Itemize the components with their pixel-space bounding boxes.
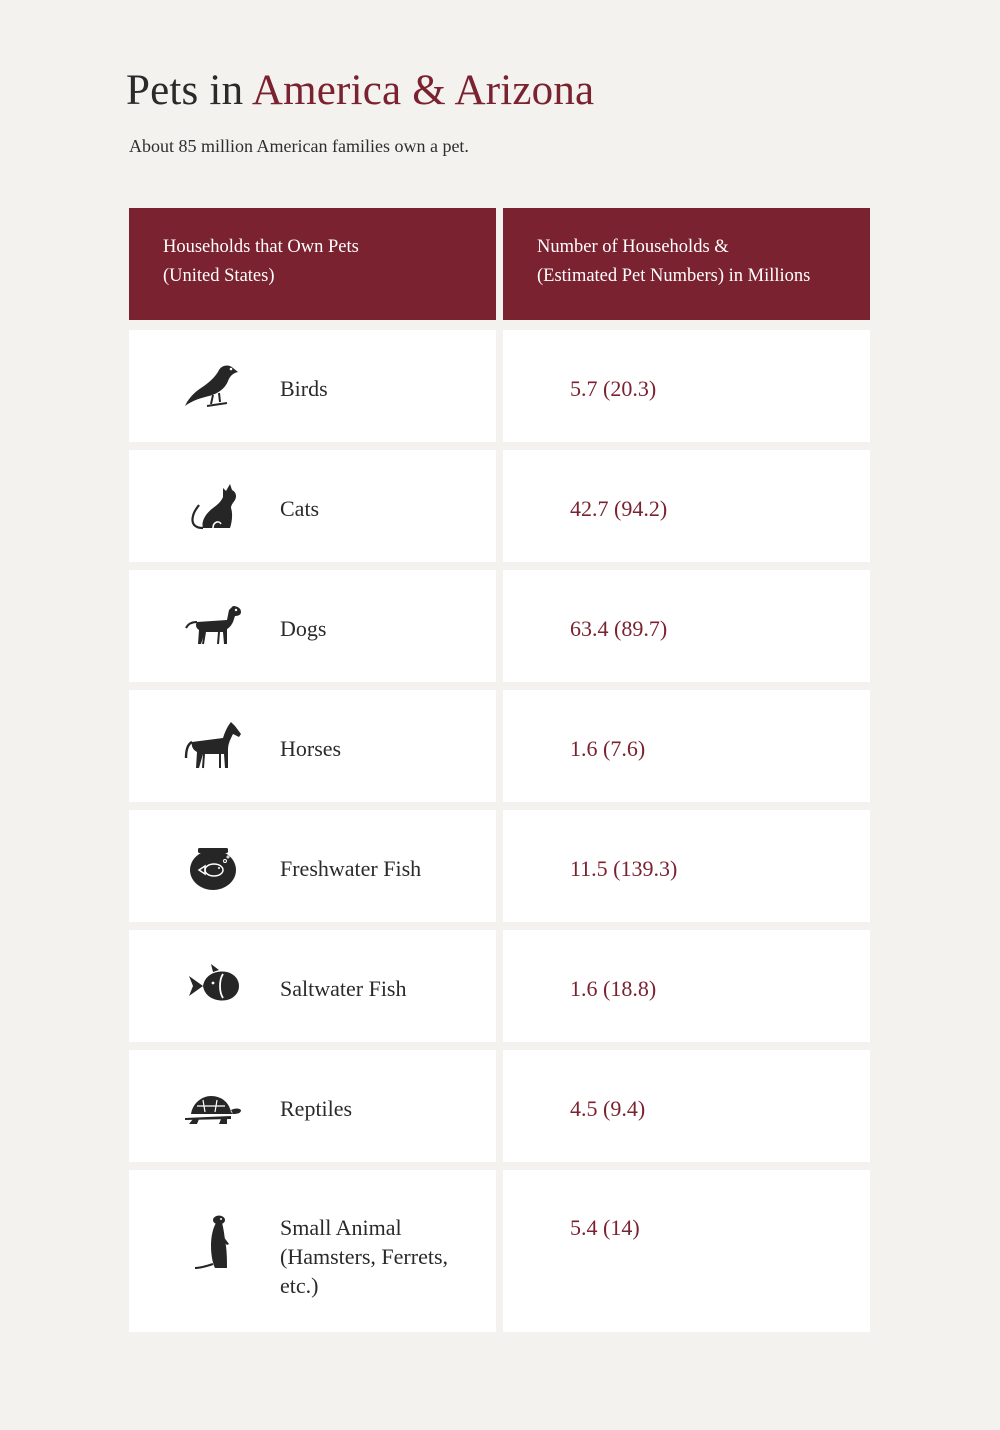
bird-icon <box>183 358 243 414</box>
page-title <box>126 66 594 115</box>
pets-table <box>129 208 870 1332</box>
pet-type-cell <box>129 810 496 922</box>
table-row <box>129 1170 870 1332</box>
household-value: 11.5 (139.3) <box>570 856 678 881</box>
table-row <box>129 1050 870 1162</box>
pet-label: Birds <box>280 376 328 401</box>
value-cell <box>503 570 870 682</box>
column-header-line: (Estimated Pet Numbers) in Millions <box>537 266 811 286</box>
pet-label: Reptiles <box>280 1096 353 1121</box>
pet-label: Cats <box>280 496 320 521</box>
value-cell <box>503 1170 870 1332</box>
table-row <box>129 930 870 1042</box>
table-row <box>129 690 870 802</box>
pet-type-cell <box>129 450 496 562</box>
table-header <box>129 208 870 320</box>
household-value: 5.7 (20.3) <box>570 376 657 401</box>
dog-icon <box>183 598 243 654</box>
value-cell <box>503 1050 870 1162</box>
pet-type-cell <box>129 690 496 802</box>
pet-label: Small Animal (Hamsters, Ferrets, etc.) <box>280 1215 449 1298</box>
pet-label: Horses <box>280 736 342 761</box>
value-cell <box>503 690 870 802</box>
pet-label: Saltwater Fish <box>280 976 407 1001</box>
column-header-line: (United States) <box>163 266 275 286</box>
pet-label: Dogs <box>280 616 327 641</box>
column-header-line: Number of Households & <box>537 237 729 257</box>
title-prefix: Pets in <box>126 67 252 114</box>
table-row <box>129 330 870 442</box>
horse-icon <box>183 718 243 774</box>
pet-type-cell <box>129 330 496 442</box>
cat-icon <box>183 478 243 534</box>
value-cell <box>503 810 870 922</box>
page-subtitle: About 85 million American families own a pet. <box>129 136 469 156</box>
column-header-pet-type <box>129 208 496 320</box>
pet-type-cell <box>129 1170 496 1332</box>
table-row <box>129 570 870 682</box>
title-accent: America & Arizona <box>251 67 595 114</box>
meerkat-icon <box>183 1214 243 1270</box>
turtle-icon <box>183 1078 243 1134</box>
household-value: 1.6 (7.6) <box>570 736 646 761</box>
value-cell <box>503 450 870 562</box>
fishbowl-icon <box>183 838 243 894</box>
column-header-households <box>503 208 870 320</box>
value-cell <box>503 330 870 442</box>
table-row <box>129 450 870 562</box>
pet-type-cell <box>129 930 496 1042</box>
saltwater-fish-icon <box>183 958 243 1014</box>
household-value: 42.7 (94.2) <box>570 496 668 521</box>
value-cell <box>503 930 870 1042</box>
household-value: 1.6 (18.8) <box>570 976 657 1001</box>
pet-type-cell <box>129 570 496 682</box>
column-header-line: Households that Own Pets <box>163 237 359 257</box>
pet-label: Freshwater Fish <box>280 856 422 881</box>
household-value: 5.4 (14) <box>570 1215 640 1240</box>
pet-type-cell <box>129 1050 496 1162</box>
table-row <box>129 810 870 922</box>
household-value: 63.4 (89.7) <box>570 616 668 641</box>
household-value: 4.5 (9.4) <box>570 1096 646 1121</box>
